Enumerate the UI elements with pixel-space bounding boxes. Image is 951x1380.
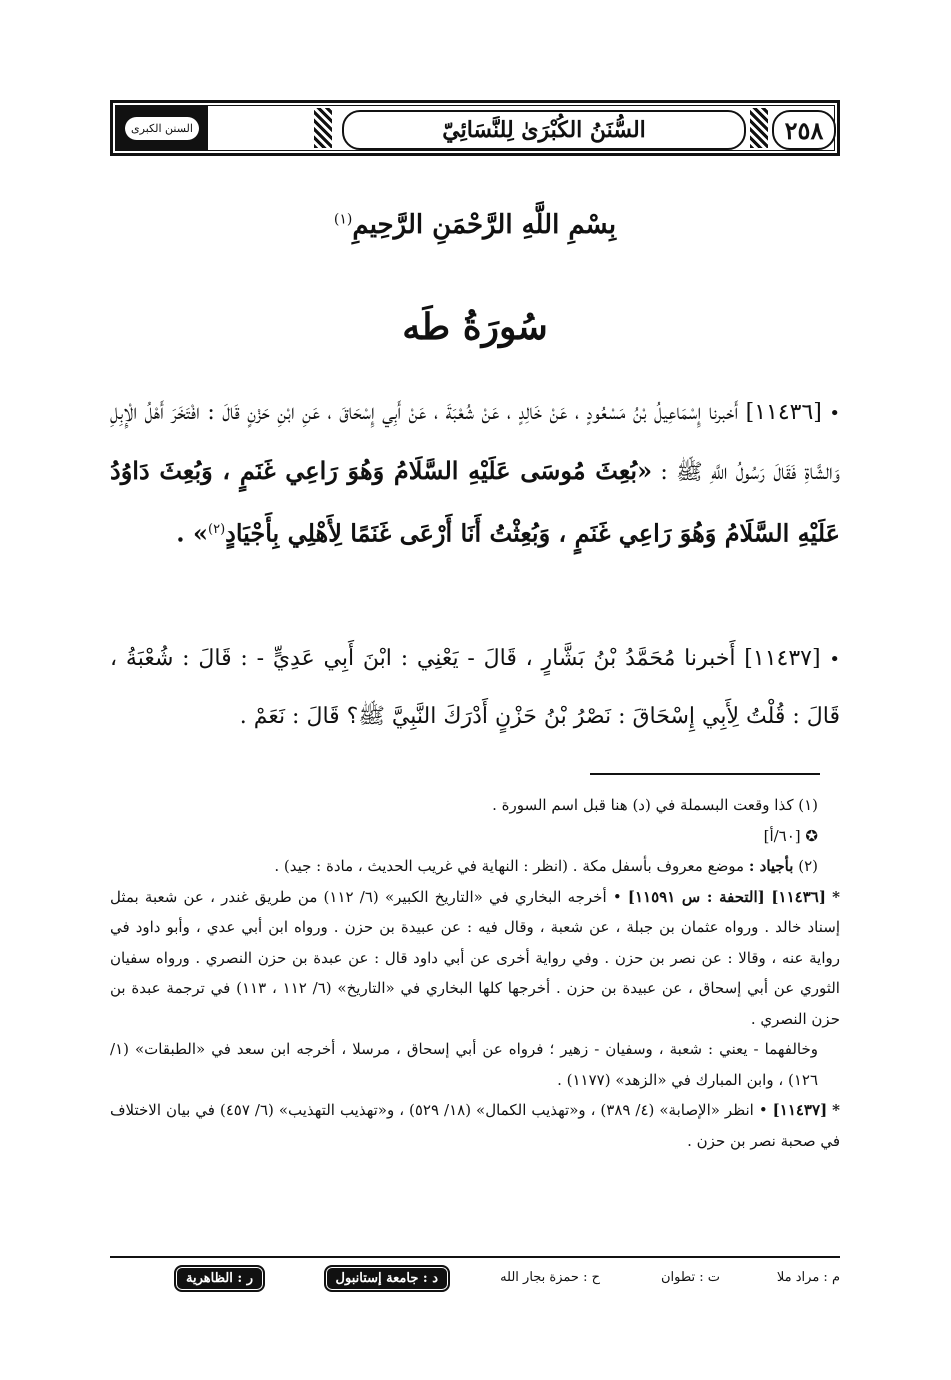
hadith-number: [١١٤٣٦] [745, 400, 822, 425]
takhrij-1-line: • أخرجه البخاري في «التاريخ الكبير» (٦/ ١١٢) من طريق غندر ، عن شعبة بمثل إسناد خالد . ورواه عثمان بن جبلة ، عن شعبة ، وقال فيه : عن عبيدة بن [110, 887, 840, 936]
footnote-ref: (٢) [208, 522, 226, 537]
hadith-isnad: أَخبرنا إِسْمَاعِيلُ بْنُ مَسْعُودٍ ، عَنْ خَالِدٍ ، عَنْ شُعْبَةَ ، عَنْ أَبِي إِسْحَاقَ ، عَنِ ابْنِ حَزْنٍ قَالَ : افْتَخَرَ أَهْلُ الْإِبِلِ وَالشَّاةِ فَقَالَ رَسُولُ اللَّهِ ﷺ : [110, 400, 840, 485]
footnote-2-number: (٢) [798, 857, 818, 875]
running-title: السُّنَنُ الكُبْرَىٰ لِلنَّسَائِيّ [442, 117, 646, 143]
pattern-right-icon [750, 108, 768, 148]
footnote-1-ref: ✪ [٦٠/أ] [763, 826, 818, 845]
takhrij-2 [110, 1095, 840, 1156]
takhrij-1-line: حزن . ورواه ابن أبي عدي ، وأبو داود في رواية عنه ، وقالا : عن نصر بن حزن . وفي رواية أخرى [110, 918, 840, 967]
hadith-matn: «بُعِثَ مُوسَى عَلَيْهِ السَّلَامُ وَهُوَ رَاعِي غَنَمٍ ، وَبُعِثَ دَاوُدُ عَلَيْهِ السَّلَامُ وَهُوَ رَاعِي غَنَمٍ ، وَبُعِثْتُ أَنَا أَرْعَى غَنَمًا لِأَهْلِي بِأَجْيَادٍ [110, 456, 840, 548]
credit-2: ت : تطوان [660, 1270, 720, 1285]
basmala-footnote-ref: (١) [333, 211, 353, 228]
basmala [290, 210, 660, 240]
footnotes [110, 790, 840, 1156]
manuscript-tag-r: ر : الظاهرية [174, 1265, 265, 1292]
basmala-text: بِسْمِ اللَّهِ الرَّحْمَنِ الرَّحِيمِ [352, 210, 617, 240]
takhrij-1-para2: وخالفهما - يعني : شعبة ، وسفيان - زهير ؛ فرواه عن أبي إسحاق ، مرسلا ، أخرجه ابن سعد في «الطبقات» (١/ ١٢٦) ، وابن المبارك في «الزهد» (١١٧٧) . [110, 1040, 818, 1089]
hadith-matn-end: » . [176, 518, 209, 548]
page-number: ٢٥٨ [784, 115, 824, 145]
manuscript-tag-d: د : جامعة إستانبول [324, 1265, 450, 1292]
footnote-2-text: موضع معروف بأسفل مكة . (انظر : النهاية في غريب الحديث ، مادة : جيد) . [274, 857, 745, 875]
credit-1: م : مراد ملا [776, 1270, 840, 1285]
footnote-divider [590, 773, 820, 775]
running-title-cartouche [342, 110, 746, 150]
star-icon: * [832, 887, 840, 906]
takhrij-2-text: • انظر «الإصابة» (٤/ ٣٨٩) ، و«تهذيب الكمال» (١٨/ ٥٢٩) ، و«تهذيب التهذيب» (٦/ ٤٥٧) في بيان الاختلاف في صحبة نصر بن حزن . [110, 1101, 840, 1150]
footnote-2-term: بأجياد : [748, 857, 794, 875]
hadith-paragraph [110, 630, 840, 745]
bullet-icon: • [829, 403, 840, 424]
credit-3: ح : حمزة بجار الله [500, 1270, 600, 1285]
takhrij-2-head: [١١٤٣٧] [772, 1101, 828, 1119]
ornament-left [116, 106, 208, 150]
star-icon: * [832, 1101, 841, 1119]
page-header [110, 100, 840, 156]
bullet-icon: • [829, 649, 840, 670]
footnote-2 [110, 851, 840, 882]
ornament-label: السنن الكبرى [125, 117, 199, 140]
manuscript-bar [110, 1262, 840, 1302]
pattern-left-icon [314, 108, 332, 148]
takhrij-1-line: حزن . أخرجها كلها البخاري في «التاريخ» (٦/ ١١٢ ، ١١٣) في ترجمة عبدة بن حزن النصري . [110, 979, 840, 1028]
hadith-paragraph [110, 384, 840, 563]
bottom-divider [110, 1256, 840, 1258]
surah-title: سُورَةُ طَه [402, 306, 548, 348]
takhrij-1-head: [١١٤٣٦] [التحفة : س ١١٥٩١] [627, 887, 826, 906]
hadith-text: أَخبرنا مُحَمَّدُ بْنُ بَشَّارٍ ، قَالَ - يَعْنِي : ابْنَ أَبِي عَدِيٍّ - : قَالَ : شُعْبَةُ ، قَالَ : قُلْتُ لِأَبِي إِسْحَاقَ : نَصْرُ بْنُ حَزْنٍ أَدْرَكَ النَّبِيَّ ﷺ؟ قَالَ : نَعَمْ . [110, 646, 840, 729]
takhrij-1 [110, 882, 840, 1035]
hadith-number: [١١٤٣٧] [744, 646, 821, 671]
page-number-cartouche [772, 110, 836, 150]
takhrij-1-line: عن أبي داود قال : عن عبدة بن حزن النصري . ورواه سفيان الثوري عن أبي إسحاق ، عن عبيدة بن [110, 948, 840, 997]
footnote-1: (١) كذا وقعت البسملة في (د) هنا قبل اسم السورة . [492, 796, 818, 814]
folio-ref: [٦٠/أ] [763, 826, 801, 845]
